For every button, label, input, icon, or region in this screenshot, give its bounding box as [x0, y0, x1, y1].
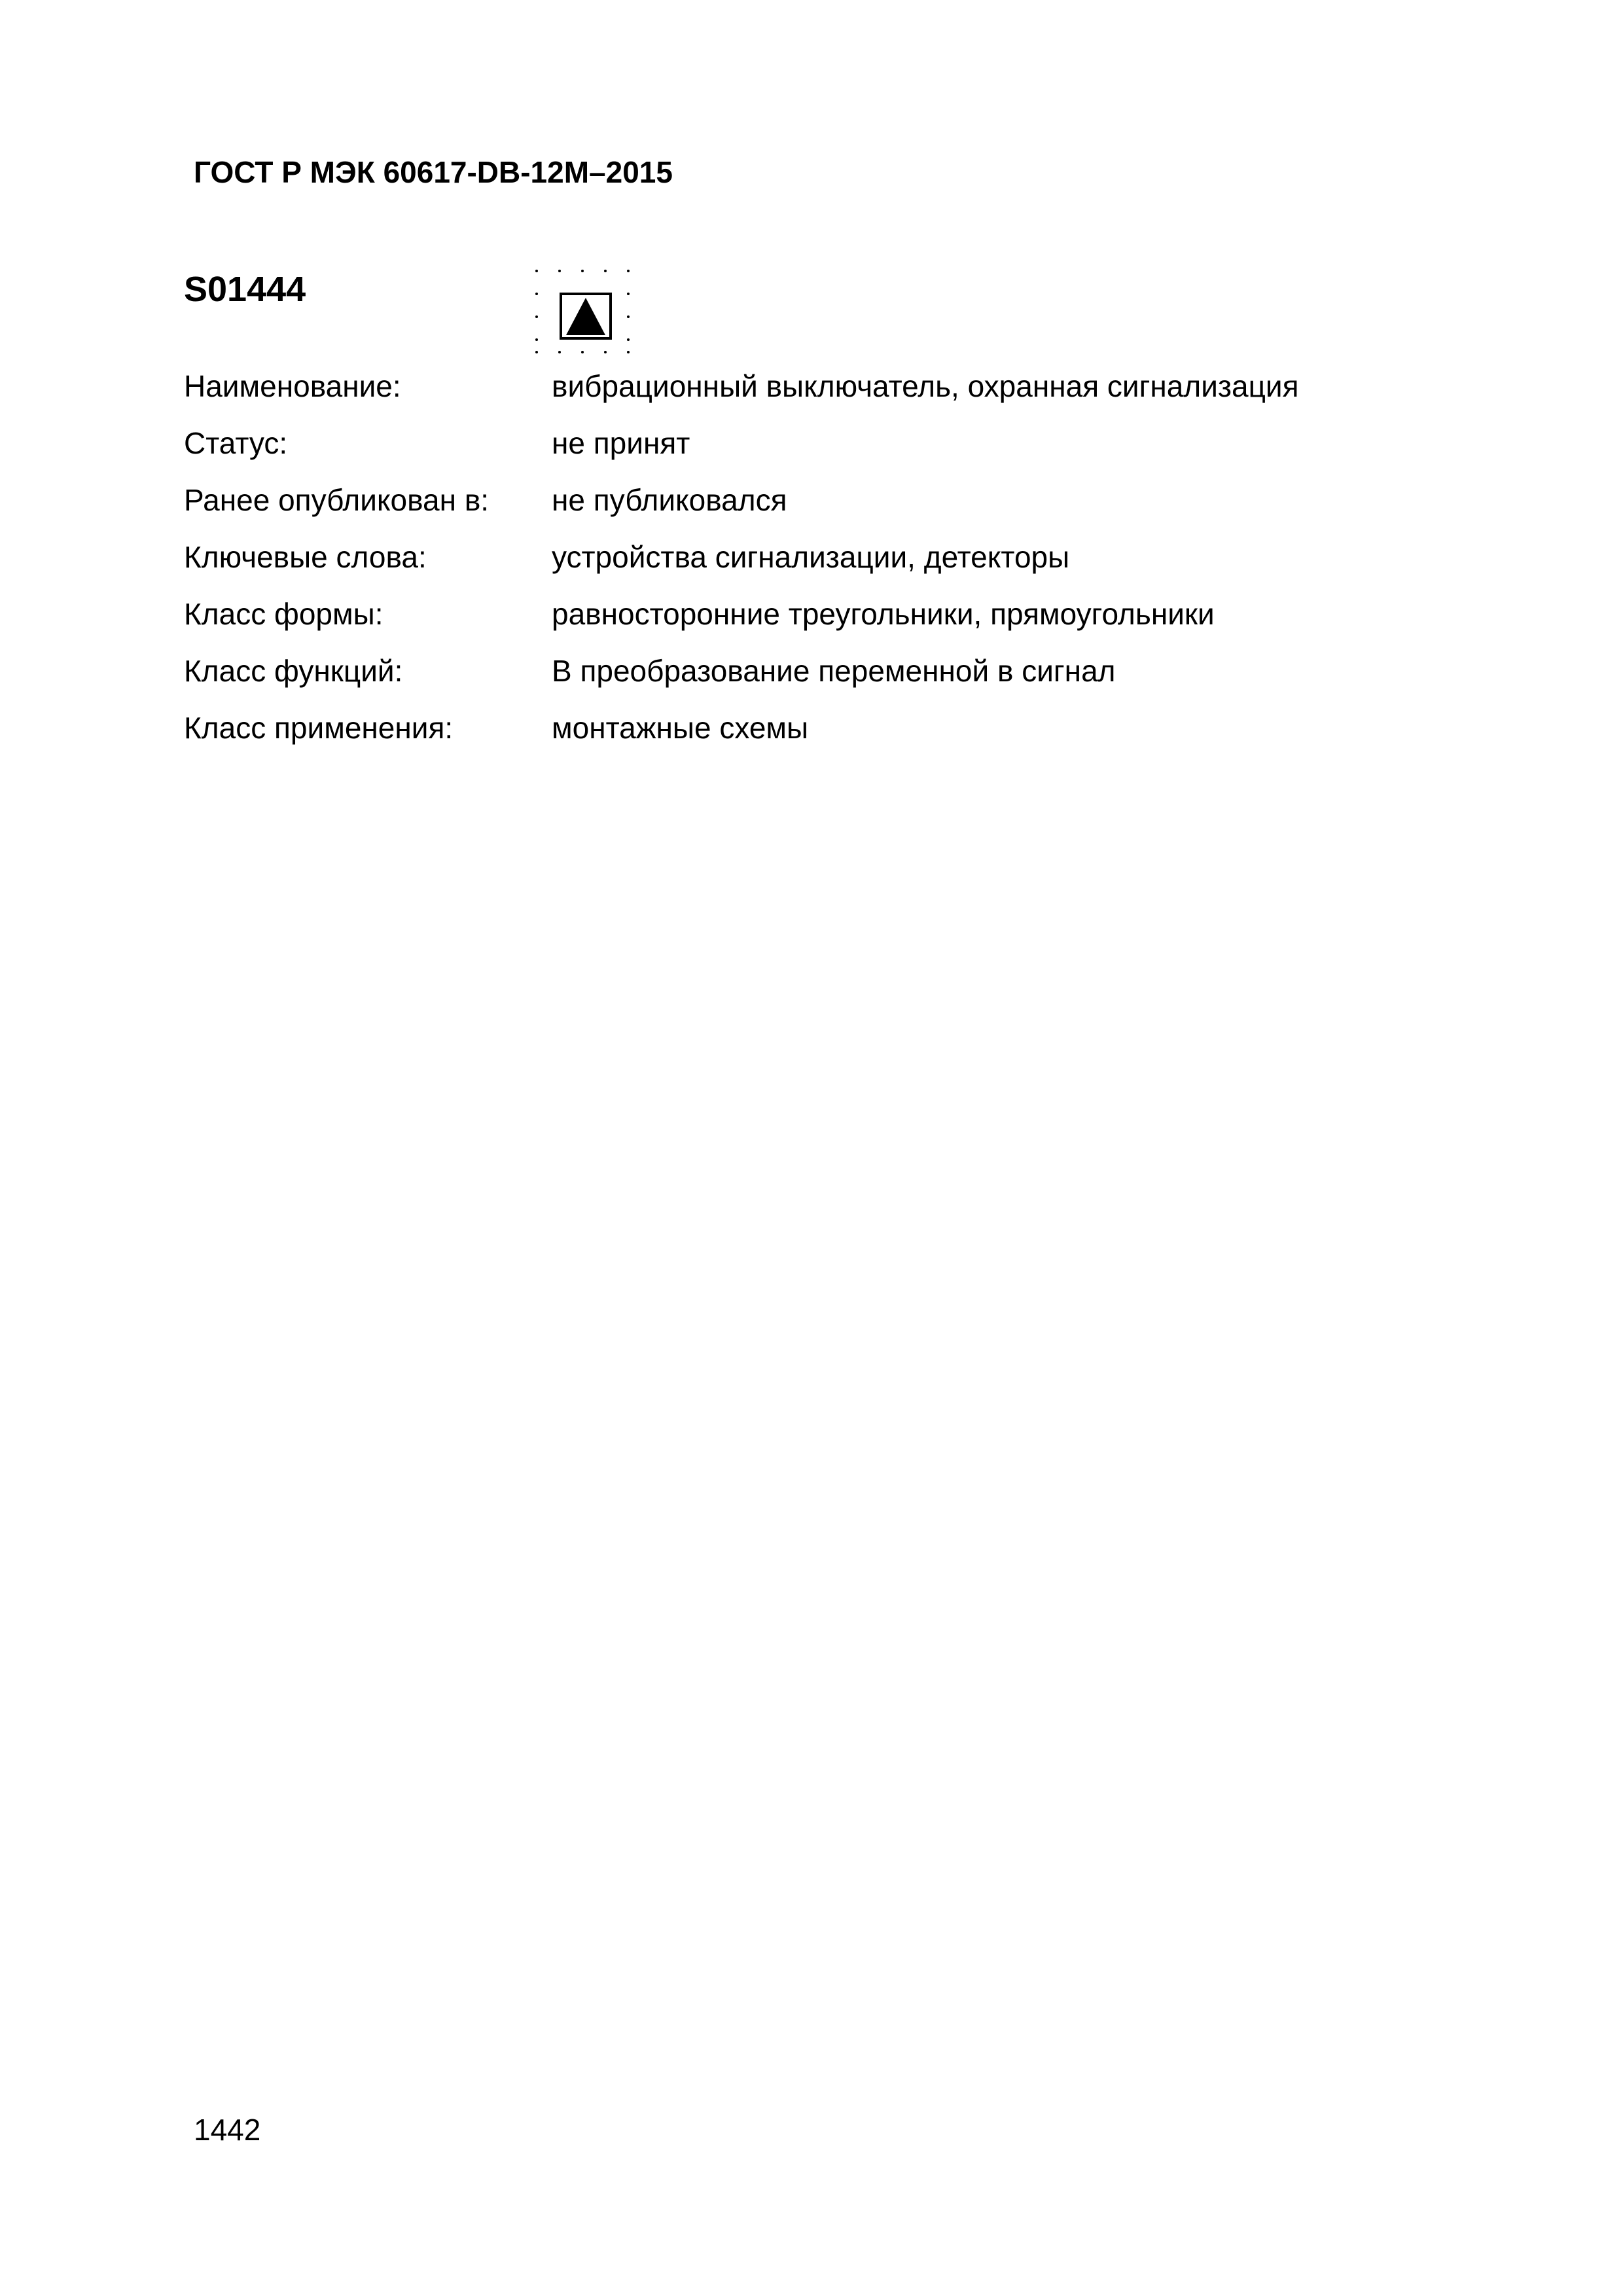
property-value: монтажные схемы — [552, 711, 809, 745]
document-header: ГОСТ Р МЭК 60617-DB-12M–2015 — [194, 155, 673, 189]
property-value: не принят — [552, 426, 690, 460]
symbol-id: S01444 — [184, 270, 306, 309]
property-row — [184, 482, 1299, 539]
property-label: Ранее опубликован в: — [184, 483, 490, 517]
property-value: вибрационный выключатель, охранная сигнализация — [552, 369, 1299, 403]
property-label: Класс функций: — [184, 654, 403, 688]
symbol-properties-table — [184, 368, 1299, 767]
property-label: Класс применения: — [184, 711, 454, 745]
property-row — [184, 425, 1299, 482]
property-value: равносторонние треугольники, прямоугольники — [552, 597, 1215, 631]
property-row — [184, 539, 1299, 596]
property-value: В преобразование переменной в сигнал — [552, 654, 1116, 688]
property-value: устройства сигнализации, детекторы — [552, 540, 1070, 574]
page-number: 1442 — [194, 2113, 261, 2147]
property-label: Класс формы: — [184, 597, 383, 631]
property-row — [184, 368, 1299, 425]
property-row — [184, 710, 1299, 767]
property-value: не публиковался — [552, 483, 787, 517]
property-label: Наименование: — [184, 369, 401, 403]
property-label: Ключевые слова: — [184, 540, 427, 574]
property-row — [184, 596, 1299, 653]
property-label: Статус: — [184, 426, 288, 460]
filled-triangle-in-square-icon — [533, 266, 645, 357]
filled-triangle — [566, 298, 605, 335]
property-row — [184, 653, 1299, 710]
